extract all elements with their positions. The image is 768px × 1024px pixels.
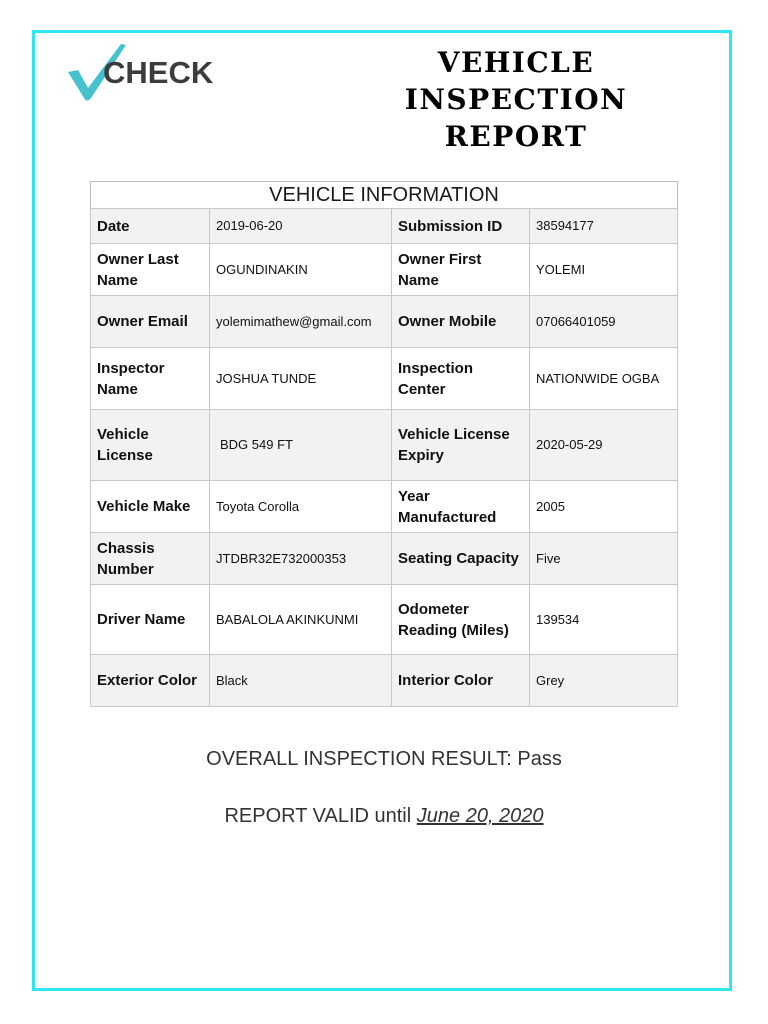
title-line-2: INSPECTION	[404, 83, 628, 116]
row-label: Vehicle Make	[91, 481, 210, 533]
row-value: 38594177	[530, 209, 678, 244]
row-value: NATIONWIDE OGBA	[530, 348, 678, 410]
row-label: Seating Capacity	[392, 533, 530, 585]
table-row	[91, 655, 678, 707]
row-label: Owner Last Name	[91, 244, 210, 296]
row-value: 2020-05-29	[530, 410, 678, 481]
row-label: Inspection Center	[392, 348, 530, 410]
row-label: Inspector Name	[91, 348, 210, 410]
result-label: OVERALL INSPECTION RESULT:	[206, 748, 512, 770]
table-row	[91, 244, 678, 296]
row-label: Owner Email	[91, 296, 210, 348]
row-label: Odometer Reading (Miles)	[392, 585, 530, 655]
row-value: JOSHUA TUNDE	[210, 348, 392, 410]
table-row	[91, 348, 678, 410]
validity-label: REPORT VALID until	[224, 805, 412, 827]
row-label: Owner Mobile	[392, 296, 530, 348]
row-value: Toyota Corolla	[210, 481, 392, 533]
row-label: Date	[91, 209, 210, 244]
table-row	[91, 533, 678, 585]
row-label: Driver Name	[91, 585, 210, 655]
table-row	[91, 585, 678, 655]
row-value: yolemimathew@gmail.com	[210, 296, 392, 348]
row-value: Five	[530, 533, 678, 585]
row-label: Interior Color	[392, 655, 530, 707]
title-line-1: VEHICLE	[437, 46, 595, 79]
row-value: JTDBR32E732000353	[210, 533, 392, 585]
table-row	[91, 481, 678, 533]
row-value: BDG 549 FT	[210, 410, 392, 481]
overall-result	[0, 748, 768, 771]
vehicle-info-table	[90, 208, 678, 707]
table-row	[91, 296, 678, 348]
report-title	[396, 44, 636, 155]
row-label: Exterior Color	[91, 655, 210, 707]
row-value: 2019-06-20	[210, 209, 392, 244]
section-title: VEHICLE INFORMATION	[90, 181, 678, 209]
title-line-3: REPORT	[444, 120, 588, 153]
row-value: 07066401059	[530, 296, 678, 348]
validity-date: June 20, 2020	[416, 805, 544, 827]
row-label: Year Manufactured	[392, 481, 530, 533]
row-value: OGUNDINAKIN	[210, 244, 392, 296]
row-value: 2005	[530, 481, 678, 533]
row-value: BABALOLA AKINKUNMI	[210, 585, 392, 655]
row-label: Submission ID	[392, 209, 530, 244]
row-value: 139534	[530, 585, 678, 655]
row-label: Vehicle License	[91, 410, 210, 481]
table-row	[91, 209, 678, 244]
row-label: Owner First Name	[392, 244, 530, 296]
row-label: Chassis Number	[91, 533, 210, 585]
row-label: Vehicle License Expiry	[392, 410, 530, 481]
check-logo	[66, 42, 226, 106]
result-value: Pass	[517, 748, 562, 770]
logo-text: CHECK	[103, 55, 214, 90]
report-validity	[0, 805, 768, 828]
row-value: YOLEMI	[530, 244, 678, 296]
table-row	[91, 410, 678, 481]
row-value: Black	[210, 655, 392, 707]
row-value: Grey	[530, 655, 678, 707]
